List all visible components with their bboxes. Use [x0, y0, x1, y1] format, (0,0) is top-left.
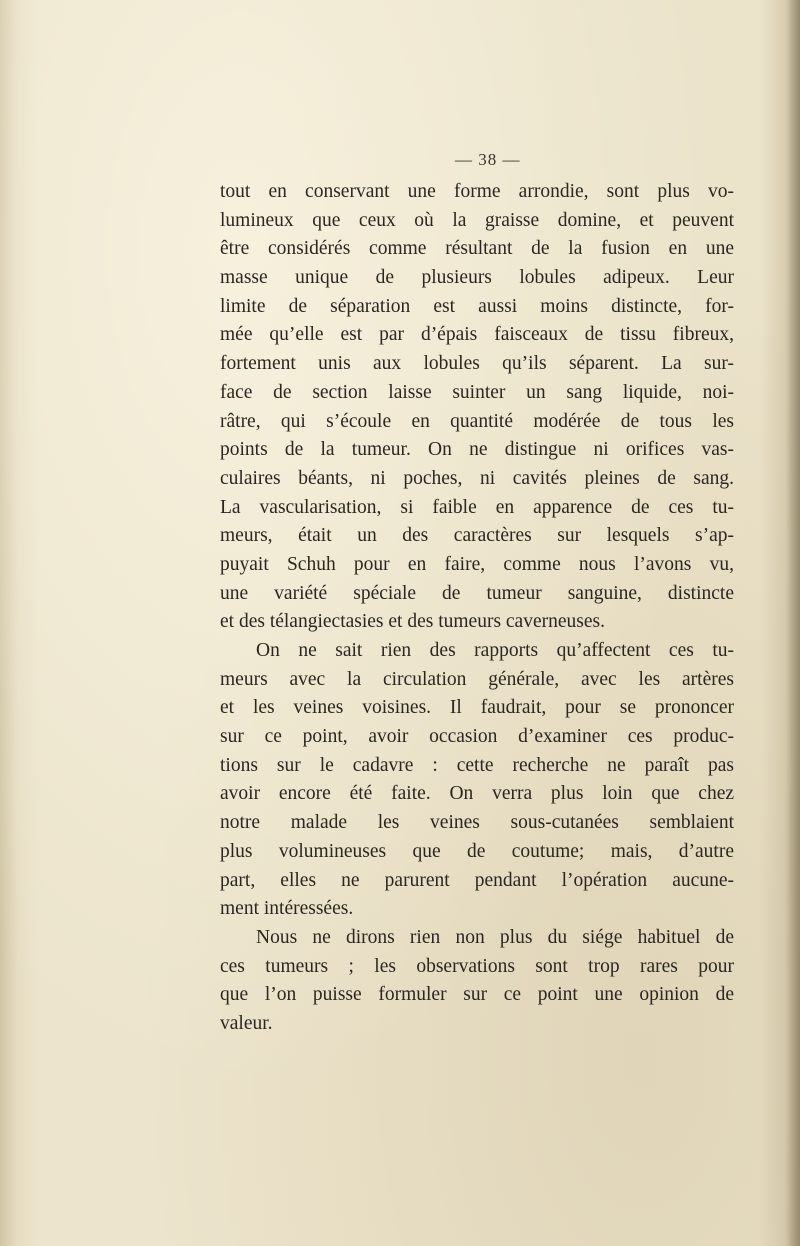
text-line: puyait Schuh pour en faire, comme nous l’avons vu, [220, 553, 734, 575]
text-line: ment intéressées. [220, 898, 354, 920]
text-line: être considérés comme résultant de la fusion en une [220, 238, 734, 260]
page-number: — 38 — [455, 150, 521, 169]
text-line: culaires béants, ni poches, ni cavités pleines de sang. [220, 467, 734, 489]
text-line: ces tumeurs ; les observations sont trop rares pour [220, 955, 734, 977]
text-line: meurs, était un des caractères sur lesquels s’ap- [220, 525, 734, 547]
text-line: Nous ne dirons rien non plus du siége habituel de [256, 926, 734, 948]
text-line: face de section laisse suinter un sang liquide, noi- [220, 381, 734, 403]
text-line: mée qu’elle est par d’épais faisceaux de tissu fibreux, [220, 324, 734, 346]
text-line: tions sur le cadavre : cette recherche ne paraît pas [220, 754, 734, 776]
text-line: une variété spéciale de tumeur sanguine, distincte [220, 582, 734, 604]
text-line: tout en conservant une forme arrondie, sont plus vo- [220, 181, 734, 202]
text-line: avoir encore été faite. On verra plus loin que chez [220, 783, 734, 805]
text-line: points de la tumeur. On ne distingue ni orifices vas- [220, 439, 734, 461]
text-line: fortement unis aux lobules qu’ils séparent. La sur- [220, 353, 734, 375]
body-text [220, 178, 800, 1039]
text-line: plus volumineuses que de coutume; mais, d’autre [220, 840, 734, 862]
text-line: masse unique de plusieurs lobules adipeux. Leur [220, 267, 734, 289]
text-line: limite de séparation est aussi moins distincte, for- [220, 295, 734, 317]
text-line: et des télangiectasies et des tumeurs caverneuses. [220, 611, 605, 633]
text-line: râtre, qui s’écoule en quantité modérée de tous les [220, 410, 734, 432]
text-line: valeur. [220, 1012, 273, 1034]
text-line: que l’on puisse formuler sur ce point une opinion de [220, 984, 734, 1006]
text-line: On ne sait rien des rapports qu’affectent ces tu- [256, 640, 734, 661]
text-line: notre malade les veines sous-cutanées semblaient [220, 812, 734, 834]
text-line: sur ce point, avoir occasion d’examiner ces produc- [220, 726, 734, 748]
text-line: et les veines voisines. Il faudrait, pour se prononcer [220, 697, 734, 719]
text-line: part, elles ne parurent pendant l’opération aucune- [220, 869, 734, 891]
text-line: lumineux que ceux où la graisse domine, et peuvent [220, 209, 734, 231]
text-line: La vascularisation, si faible en apparence de ces tu- [220, 496, 734, 518]
text-line: meurs avec la circulation générale, avec les artères [220, 668, 734, 690]
